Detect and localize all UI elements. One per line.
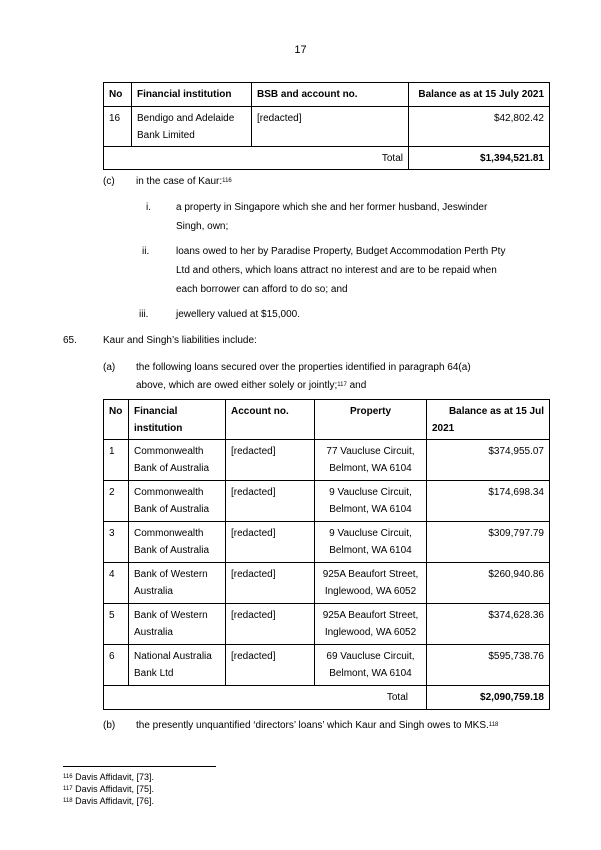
cell-no: 6 [104,645,129,686]
item-i-num: i. [146,202,151,213]
table-row [104,604,550,645]
footnote-ref-117: 117 [337,382,347,388]
item-ii-num: ii. [142,246,150,257]
header-no: No [104,400,129,440]
footnote-116: $^{116}$ Davis Affidavit, [73]. [63,772,154,782]
cell-balance: $260,940.86 [427,563,550,604]
para-65a-label: (a) [103,362,116,373]
header-no: No [104,83,132,107]
item-iii-line: jewellery valued at $15,000. [176,309,300,320]
cell-no: 16 [104,107,132,147]
table-header-row [104,83,550,107]
cell-no: 2 [104,481,129,522]
header-balance: Balance as at 15 Jul 2021 [427,400,550,440]
header-bsb-account: BSB and account no. [252,83,409,107]
cell-institution: Commonwealth Bank of Australia [129,481,226,522]
cell-balance: $42,802.42 [409,107,550,147]
total-label: Total [104,686,427,710]
cell-account: [redacted] [226,481,315,522]
cell-balance: $374,628.36 [427,604,550,645]
cell-property: 925A Beaufort Street, Inglewood, WA 6052 [315,563,427,604]
cell-balance: $309,797.79 [427,522,550,563]
table-total-row [104,147,550,170]
cell-no: 5 [104,604,129,645]
footnote-117: $^{117}$ Davis Affidavit, [75]. [63,784,154,794]
footnote-divider [63,766,216,767]
total-value: $1,394,521.81 [409,147,550,170]
para-c-label: (c) [103,176,115,187]
cell-property: 925A Beaufort Street, Inglewood, WA 6052 [315,604,427,645]
cell-property: 9 Vaucluse Circuit, Belmont, WA 6104 [315,481,427,522]
cell-no: 1 [104,440,129,481]
table-row [104,522,550,563]
item-ii-line: loans owed to her by Paradise Property, Budget Accommodation Perth Pty [176,246,506,257]
cell-account: [redacted] [226,604,315,645]
para-65-number: 65. [63,335,77,346]
bank-accounts-table [103,82,550,170]
secured-loans-table [103,399,550,710]
cell-no: 3 [104,522,129,563]
cell-institution: National Australia Bank Ltd [129,645,226,686]
header-balance: Balance as at 15 July 2021 [409,83,550,107]
total-value: $2,090,759.18 [427,686,550,710]
para-b-label: (b) [103,720,116,731]
item-ii-line: each borrower can afford to do so; and [176,284,348,295]
cell-no: 4 [104,563,129,604]
cell-institution: Commonwealth Bank of Australia [129,522,226,563]
para-b-text: the presently unquantified ‘directors’ loans’ which Kaur and Singh owes to MKS.$^{118}$ [136,720,499,731]
table-row [104,107,550,147]
table-row [104,481,550,522]
cell-institution: Bank of Western Australia [129,563,226,604]
footnote-118: $^{118}$ Davis Affidavit, [76]. [63,796,154,806]
item-ii-line: Ltd and others, which loans attract no interest and are to be repaid when [176,265,497,276]
cell-institution: Bendigo and Adelaide Bank Limited [132,107,252,147]
header-institution: Financial institution [132,83,252,107]
item-i-line: a property in Singapore which she and her former husband, Jeswinder [176,202,488,213]
item-i-line: Singh, own; [176,221,229,232]
cell-account: [redacted] [226,440,315,481]
para-65a-line: the following loans secured over the properties identified in paragraph 64(a) [136,362,471,373]
cell-property: 9 Vaucluse Circuit, Belmont, WA 6104 [315,522,427,563]
cell-account: [redacted] [226,645,315,686]
cell-institution: Commonwealth Bank of Australia [129,440,226,481]
table-row [104,440,550,481]
table-total-row [104,686,550,710]
footnote-ref-118: 118 [488,722,499,728]
cell-property: 69 Vaucluse Circuit, Belmont, WA 6104 [315,645,427,686]
item-iii-num: iii. [139,309,149,320]
table-row [104,563,550,604]
header-institution: Financial institution [129,400,226,440]
page-number: 17 [294,44,307,56]
cell-balance: $595,738.76 [427,645,550,686]
cell-balance: $174,698.34 [427,481,550,522]
cell-balance: $374,955.07 [427,440,550,481]
header-account: Account no. [226,400,315,440]
para-65-text: Kaur and Singh’s liabilities include: [103,335,257,346]
para-65a-line: above, which are owed either solely or jointly;$^{117}$ and [136,380,367,391]
cell-account: [redacted] [226,563,315,604]
total-label: Total [104,147,409,170]
footnote-ref-116: 116 [222,178,232,184]
cell-property: 77 Vaucluse Circuit, Belmont, WA 6104 [315,440,427,481]
cell-account: [redacted] [252,107,409,147]
para-c-text: in the case of Kaur:$^{116}$ [136,176,232,187]
table-row [104,645,550,686]
header-property: Property [315,400,427,440]
cell-account: [redacted] [226,522,315,563]
cell-institution: Bank of Western Australia [129,604,226,645]
table-header-row [104,400,550,440]
